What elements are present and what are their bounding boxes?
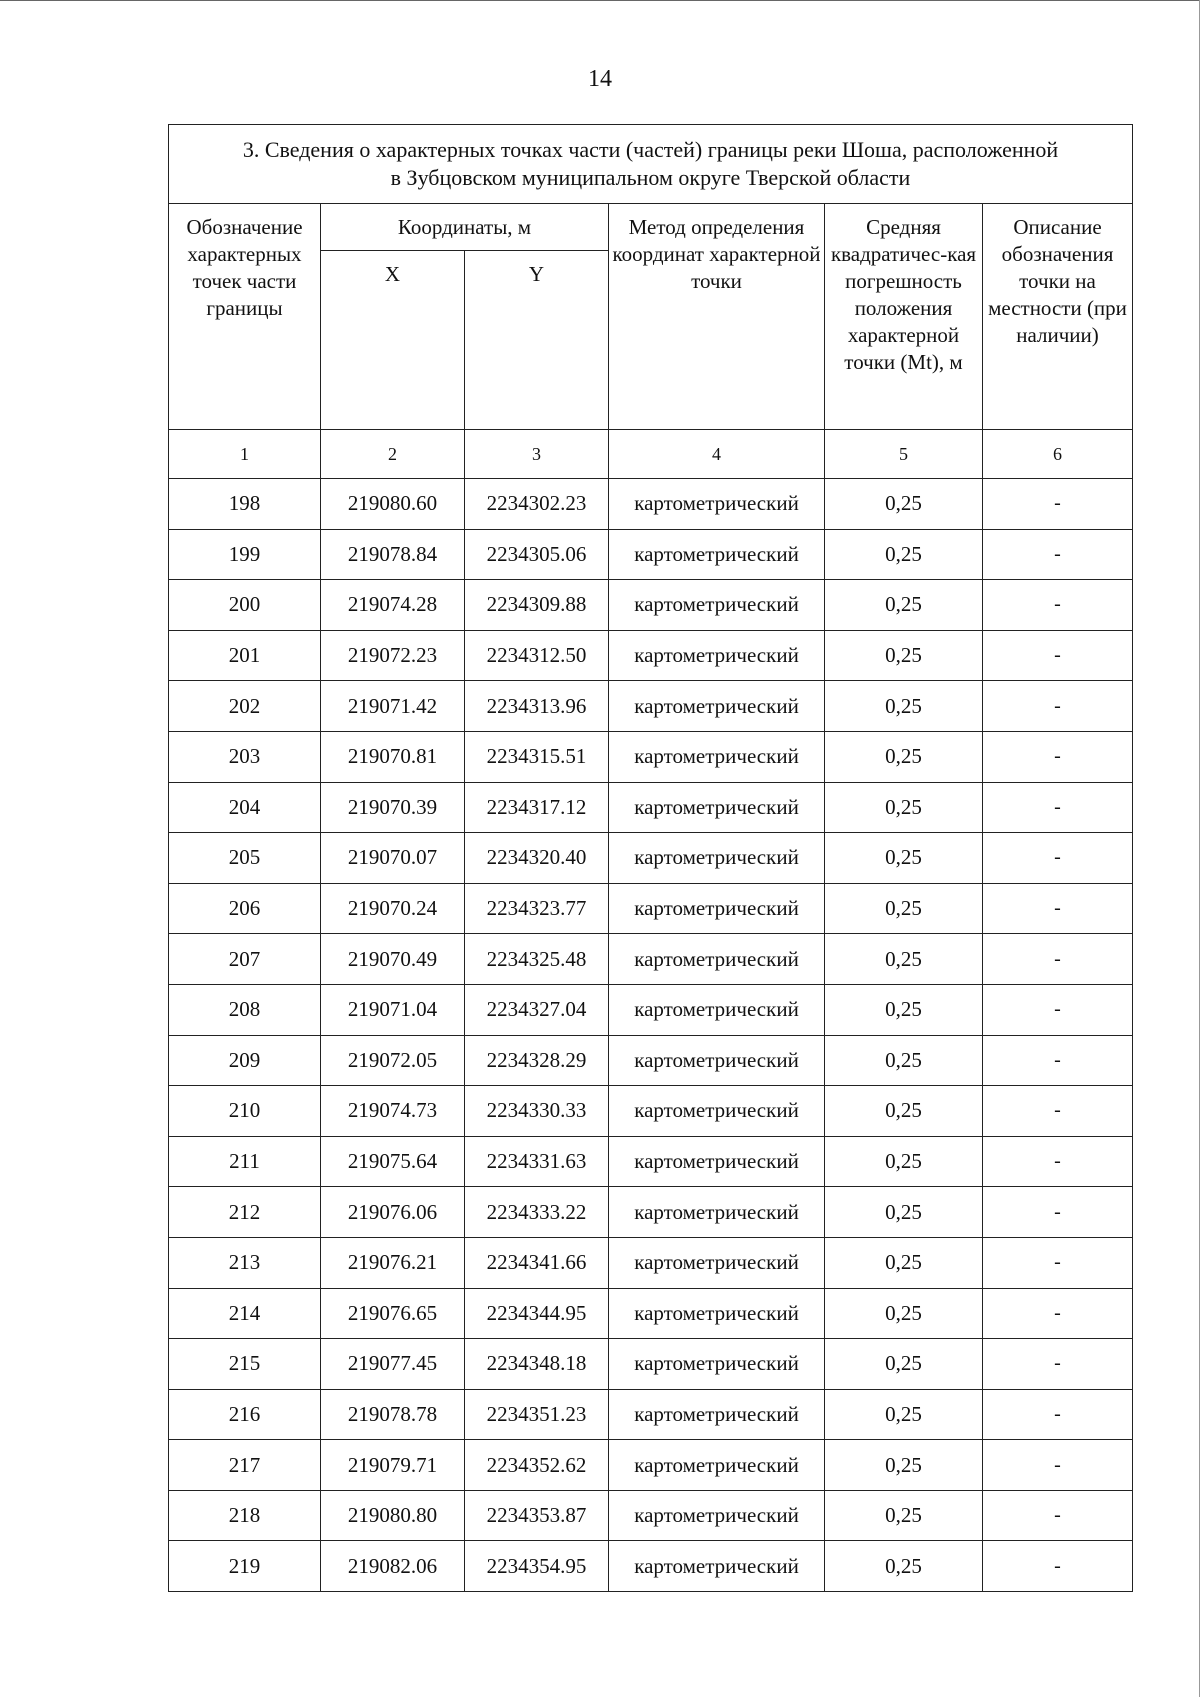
table-row xyxy=(169,1136,1133,1187)
coord-x: 219078.78 xyxy=(321,1389,465,1440)
table-row xyxy=(169,681,1133,732)
table-row xyxy=(169,984,1133,1035)
method: картометрический xyxy=(609,1187,825,1238)
method: картометрический xyxy=(609,883,825,934)
page-top-edge xyxy=(0,0,1200,1)
table-row xyxy=(169,833,1133,884)
table-row xyxy=(169,1339,1133,1390)
mean-square-error: 0,25 xyxy=(825,630,983,681)
point-number: 206 xyxy=(169,883,321,934)
coord-y: 2234344.95 xyxy=(465,1288,609,1339)
table-row xyxy=(169,934,1133,985)
coord-y: 2234302.23 xyxy=(465,479,609,530)
header-x: X xyxy=(321,251,465,430)
column-numbers-row xyxy=(169,430,1133,479)
mean-square-error: 0,25 xyxy=(825,1440,983,1491)
coord-x: 219071.04 xyxy=(321,984,465,1035)
method: картометрический xyxy=(609,934,825,985)
column-number: 1 xyxy=(169,430,321,479)
table-row xyxy=(169,630,1133,681)
point-description: - xyxy=(983,1339,1133,1390)
column-number: 4 xyxy=(609,430,825,479)
coord-y: 2234312.50 xyxy=(465,630,609,681)
table-row xyxy=(169,782,1133,833)
point-number: 219 xyxy=(169,1541,321,1592)
method: картометрический xyxy=(609,1339,825,1390)
point-number: 201 xyxy=(169,630,321,681)
column-number: 5 xyxy=(825,430,983,479)
point-description: - xyxy=(983,1136,1133,1187)
point-description: - xyxy=(983,630,1133,681)
mean-square-error: 0,25 xyxy=(825,1288,983,1339)
method: картометрический xyxy=(609,1440,825,1491)
column-number: 2 xyxy=(321,430,465,479)
coord-y: 2234315.51 xyxy=(465,731,609,782)
mean-square-error: 0,25 xyxy=(825,1490,983,1541)
point-number: 218 xyxy=(169,1490,321,1541)
mean-square-error: 0,25 xyxy=(825,1389,983,1440)
point-description: - xyxy=(983,984,1133,1035)
coord-y: 2234352.62 xyxy=(465,1440,609,1491)
point-description: - xyxy=(983,529,1133,580)
method: картометрический xyxy=(609,1086,825,1137)
coord-x: 219076.06 xyxy=(321,1187,465,1238)
table-row xyxy=(169,580,1133,631)
coord-x: 219080.80 xyxy=(321,1490,465,1541)
coord-x: 219076.21 xyxy=(321,1237,465,1288)
coord-x: 219070.07 xyxy=(321,833,465,884)
method: картометрический xyxy=(609,1541,825,1592)
coord-x: 219072.05 xyxy=(321,1035,465,1086)
method: картометрический xyxy=(609,1136,825,1187)
page-number: 14 xyxy=(588,66,612,92)
coord-y: 2234327.04 xyxy=(465,984,609,1035)
point-description: - xyxy=(983,833,1133,884)
point-description: - xyxy=(983,580,1133,631)
coord-x: 219075.64 xyxy=(321,1136,465,1187)
method: картометрический xyxy=(609,1490,825,1541)
coord-y: 2234317.12 xyxy=(465,782,609,833)
point-number: 216 xyxy=(169,1389,321,1440)
column-number: 6 xyxy=(983,430,1133,479)
mean-square-error: 0,25 xyxy=(825,529,983,580)
method: картометрический xyxy=(609,782,825,833)
coord-x: 219079.71 xyxy=(321,1440,465,1491)
point-number: 212 xyxy=(169,1187,321,1238)
coord-y: 2234309.88 xyxy=(465,580,609,631)
coord-x: 219078.84 xyxy=(321,529,465,580)
point-description: - xyxy=(983,1035,1133,1086)
mean-square-error: 0,25 xyxy=(825,1136,983,1187)
table-row xyxy=(169,1237,1133,1288)
table-title xyxy=(169,125,1133,204)
mean-square-error: 0,25 xyxy=(825,731,983,782)
point-number: 203 xyxy=(169,731,321,782)
coord-y: 2234313.96 xyxy=(465,681,609,732)
header-y: Y xyxy=(465,251,609,430)
coord-x: 219077.45 xyxy=(321,1339,465,1390)
mean-square-error: 0,25 xyxy=(825,782,983,833)
coord-y: 2234328.29 xyxy=(465,1035,609,1086)
mean-square-error: 0,25 xyxy=(825,580,983,631)
point-description: - xyxy=(983,1086,1133,1137)
coord-y: 2234305.06 xyxy=(465,529,609,580)
mean-square-error: 0,25 xyxy=(825,1035,983,1086)
mean-square-error: 0,25 xyxy=(825,681,983,732)
table-row xyxy=(169,1288,1133,1339)
point-description: - xyxy=(983,1288,1133,1339)
mean-square-error: 0,25 xyxy=(825,1187,983,1238)
point-number: 214 xyxy=(169,1288,321,1339)
coordinates-table xyxy=(168,124,1133,1592)
point-description: - xyxy=(983,731,1133,782)
point-number: 207 xyxy=(169,934,321,985)
coord-x: 219070.81 xyxy=(321,731,465,782)
method: картометрический xyxy=(609,681,825,732)
method: картометрический xyxy=(609,529,825,580)
table-row xyxy=(169,1440,1133,1491)
point-number: 215 xyxy=(169,1339,321,1390)
point-number: 199 xyxy=(169,529,321,580)
header-point-designation: Обозначение характерных точек части границы xyxy=(169,204,321,430)
coord-x: 219070.49 xyxy=(321,934,465,985)
mean-square-error: 0,25 xyxy=(825,1541,983,1592)
header-mean-square-error: Средняя квадратичес-кая погрешность положения характерной точки (Mt), м xyxy=(825,204,983,430)
table-row xyxy=(169,731,1133,782)
method: картометрический xyxy=(609,731,825,782)
coord-y: 2234353.87 xyxy=(465,1490,609,1541)
mean-square-error: 0,25 xyxy=(825,934,983,985)
coord-y: 2234325.48 xyxy=(465,934,609,985)
point-number: 204 xyxy=(169,782,321,833)
mean-square-error: 0,25 xyxy=(825,833,983,884)
coord-y: 2234341.66 xyxy=(465,1237,609,1288)
method: картометрический xyxy=(609,1288,825,1339)
table-row xyxy=(169,1389,1133,1440)
mean-square-error: 0,25 xyxy=(825,1237,983,1288)
coord-x: 219076.65 xyxy=(321,1288,465,1339)
coord-x: 219071.42 xyxy=(321,681,465,732)
coord-y: 2234348.18 xyxy=(465,1339,609,1390)
mean-square-error: 0,25 xyxy=(825,1086,983,1137)
mean-square-error: 0,25 xyxy=(825,883,983,934)
coord-y: 2234351.23 xyxy=(465,1389,609,1440)
table-row xyxy=(169,1541,1133,1592)
point-number: 217 xyxy=(169,1440,321,1491)
point-number: 200 xyxy=(169,580,321,631)
point-description: - xyxy=(983,479,1133,530)
point-description: - xyxy=(983,1187,1133,1238)
point-description: - xyxy=(983,934,1133,985)
point-number: 210 xyxy=(169,1086,321,1137)
point-description: - xyxy=(983,782,1133,833)
coord-y: 2234323.77 xyxy=(465,883,609,934)
point-description: - xyxy=(983,681,1133,732)
point-number: 213 xyxy=(169,1237,321,1288)
column-number: 3 xyxy=(465,430,609,479)
point-number: 209 xyxy=(169,1035,321,1086)
method: картометрический xyxy=(609,1035,825,1086)
method: картометрический xyxy=(609,630,825,681)
mean-square-error: 0,25 xyxy=(825,984,983,1035)
point-description: - xyxy=(983,1237,1133,1288)
point-number: 211 xyxy=(169,1136,321,1187)
method: картометрический xyxy=(609,1237,825,1288)
method: картометрический xyxy=(609,479,825,530)
point-number: 202 xyxy=(169,681,321,732)
coord-x: 219070.39 xyxy=(321,782,465,833)
point-number: 208 xyxy=(169,984,321,1035)
point-description: - xyxy=(983,883,1133,934)
coord-y: 2234320.40 xyxy=(465,833,609,884)
header-method: Метод определения координат характерной точки xyxy=(609,204,825,430)
point-description: - xyxy=(983,1490,1133,1541)
coord-x: 219074.28 xyxy=(321,580,465,631)
coord-x: 219082.06 xyxy=(321,1541,465,1592)
table-row xyxy=(169,1035,1133,1086)
method: картометрический xyxy=(609,580,825,631)
table-row xyxy=(169,1187,1133,1238)
coord-y: 2234354.95 xyxy=(465,1541,609,1592)
table-row xyxy=(169,479,1133,530)
header-coordinates: Координаты, м xyxy=(321,204,609,251)
mean-square-error: 0,25 xyxy=(825,1339,983,1390)
point-description: - xyxy=(983,1541,1133,1592)
coord-x: 219080.60 xyxy=(321,479,465,530)
table-title-line1: 3. Сведения о характерных точках части (частей) границы реки Шоша, расположенной xyxy=(242,137,1059,162)
table-row xyxy=(169,1086,1133,1137)
method: картометрический xyxy=(609,1389,825,1440)
table-body xyxy=(169,479,1133,1592)
coord-y: 2234330.33 xyxy=(465,1086,609,1137)
coord-x: 219070.24 xyxy=(321,883,465,934)
point-number: 198 xyxy=(169,479,321,530)
point-description: - xyxy=(983,1440,1133,1491)
table-row xyxy=(169,883,1133,934)
header-point-description: Описание обозначения точки на местности (при наличии) xyxy=(983,204,1133,430)
method: картометрический xyxy=(609,984,825,1035)
point-number: 205 xyxy=(169,833,321,884)
coord-x: 219074.73 xyxy=(321,1086,465,1137)
coord-y: 2234333.22 xyxy=(465,1187,609,1238)
method: картометрический xyxy=(609,833,825,884)
mean-square-error: 0,25 xyxy=(825,479,983,530)
coord-y: 2234331.63 xyxy=(465,1136,609,1187)
coord-x: 219072.23 xyxy=(321,630,465,681)
table-row xyxy=(169,1490,1133,1541)
table-row xyxy=(169,529,1133,580)
point-description: - xyxy=(983,1389,1133,1440)
table-title-line2: в Зубцовском муниципальном округе Тверской области xyxy=(390,165,911,190)
